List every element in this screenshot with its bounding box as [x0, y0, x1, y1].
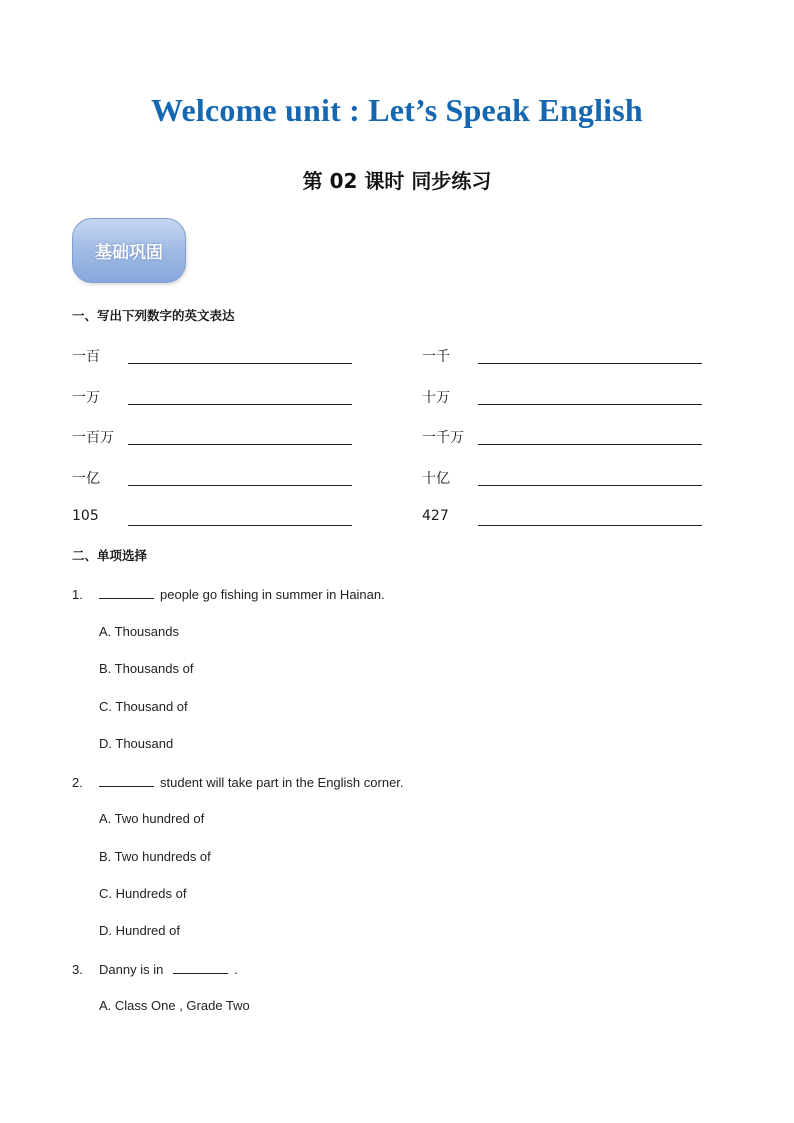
question-text: people go fishing in summer in Hainan. — [160, 587, 385, 602]
answer-line[interactable] — [478, 404, 702, 405]
section-1-heading: 一、写出下列数字的英文表达 — [72, 308, 235, 323]
number-row-right — [0, 508, 794, 532]
answer-line[interactable] — [478, 525, 702, 526]
question-stem — [99, 961, 238, 977]
question-stem — [99, 586, 385, 602]
number-row-right — [0, 346, 794, 370]
answer-line[interactable] — [478, 444, 702, 445]
number-label: 105 — [72, 508, 99, 524]
number-row-right — [0, 468, 794, 492]
option-a: A. Thousands — [99, 624, 179, 639]
question-text-end: . — [233, 962, 238, 977]
answer-blank[interactable] — [173, 961, 228, 974]
option-b: B. Two hundreds of — [99, 849, 211, 864]
option-c: C. Hundreds of — [99, 886, 187, 901]
number-label: 一百 — [72, 349, 100, 365]
number-label: 一千 — [422, 349, 450, 365]
number-label: 427 — [422, 508, 449, 524]
badge-label: 基础巩固 — [95, 243, 163, 263]
question-number: 3. — [72, 962, 83, 977]
number-label: 十万 — [422, 390, 450, 406]
answer-line[interactable] — [478, 363, 702, 364]
option-a: A. Class One , Grade Two — [99, 998, 250, 1013]
question-stem — [99, 774, 404, 790]
answer-blank[interactable] — [99, 774, 154, 787]
number-label: 十亿 — [422, 471, 450, 487]
page-title: Welcome unit : Let’s Speak English — [151, 92, 643, 128]
answer-blank[interactable] — [99, 586, 154, 599]
option-a: A. Two hundred of — [99, 811, 205, 826]
number-row-right — [0, 427, 794, 451]
lesson-subtitle: 第 02 课时 同步练习 — [302, 169, 492, 193]
section-badge — [72, 218, 186, 283]
option-b: B. Thousands of — [99, 661, 194, 676]
question-number: 2. — [72, 775, 83, 790]
number-label: 一万 — [72, 390, 100, 406]
option-d: D. Hundred of — [99, 923, 180, 938]
answer-line[interactable] — [478, 485, 702, 486]
number-label: 一亿 — [72, 471, 100, 487]
option-c: C. Thousand of — [99, 699, 188, 714]
question-text: Danny is in — [99, 962, 164, 977]
section-2-heading: 二、单项选择 — [72, 548, 148, 563]
number-label: 一千万 — [422, 430, 464, 446]
question-number: 1. — [72, 587, 83, 602]
question-text: student will take part in the English corner. — [160, 775, 404, 790]
option-d: D. Thousand — [99, 736, 174, 751]
number-label: 一百万 — [72, 430, 114, 446]
number-row-right — [0, 387, 794, 411]
